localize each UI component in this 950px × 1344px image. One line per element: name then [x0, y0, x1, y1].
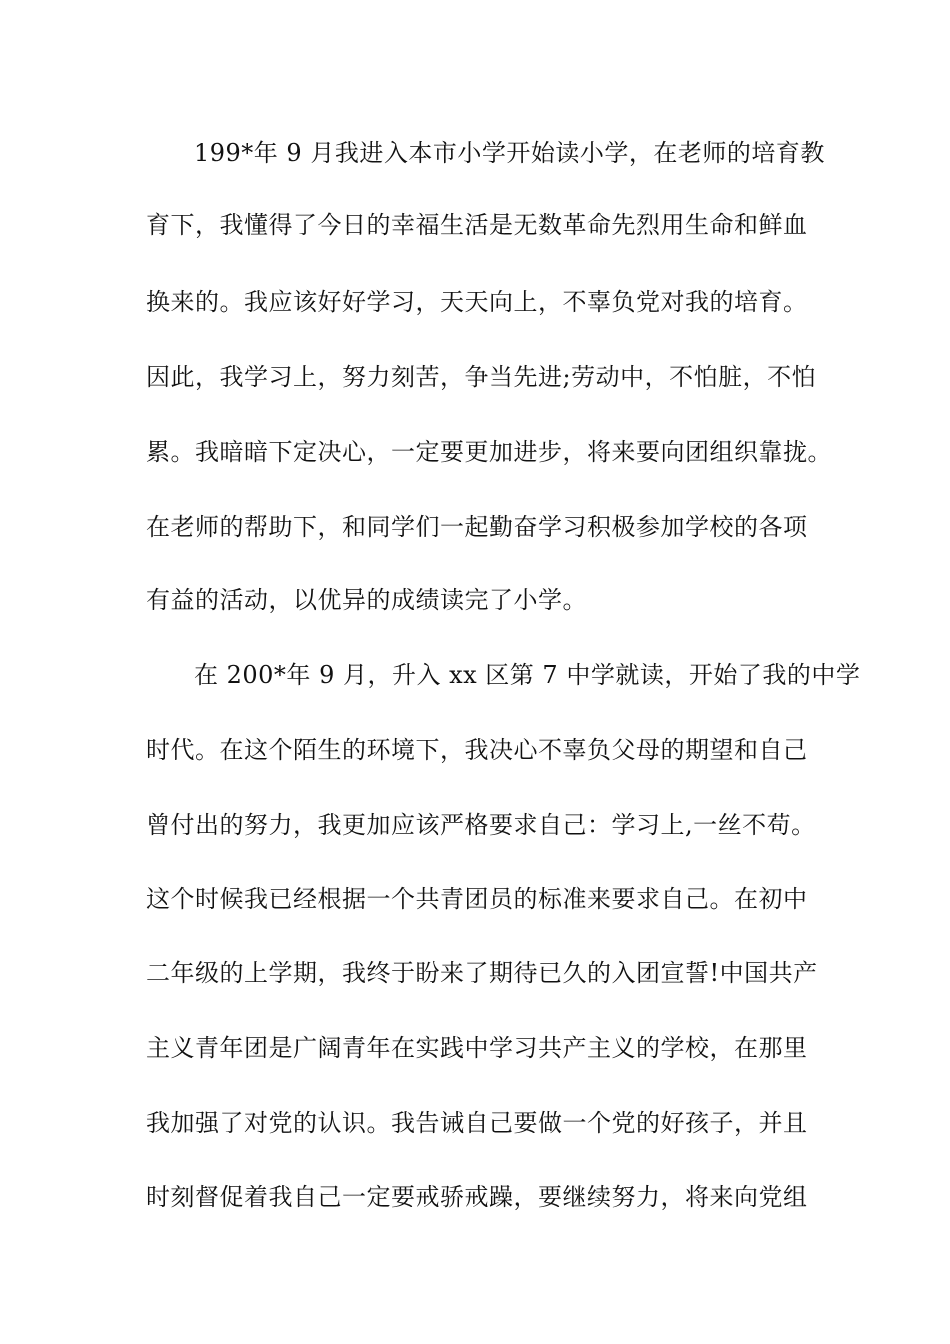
- paragraph-1-line-5: 累。我暗暗下定决心，一定要更加进步，将来要向团组织靠拢。: [146, 438, 832, 466]
- paragraph-2-line-8: 时刻督促着我自己一定要戒骄戒躁，要继续努力，将来向党组: [146, 1183, 808, 1211]
- paragraph-1-line-6: 在老师的帮助下，和同学们一起勤奋学习积极参加学校的各项: [146, 513, 808, 541]
- paragraph-2-line-5: 二年级的上学期，我终于盼来了期待已久的入团宣誓!中国共产: [146, 959, 818, 987]
- paragraph-1-line-2: 育下，我懂得了今日的幸福生活是无数革命先烈用生命和鲜血: [146, 211, 808, 239]
- paragraph-1-line-4: 因此，我学习上，努力刻苦，争当先进;劳动中，不怕脏，不怕: [146, 363, 817, 391]
- paragraph-2-line-7: 我加强了对党的认识。我告诫自己要做一个党的好孩子，并且: [146, 1109, 808, 1137]
- paragraph-2-line-1: 在 200*年 9 月，升入 xx 区第 7 中学就读，开始了我的中学: [194, 661, 861, 689]
- paragraph-1-line-7: 有益的活动，以优异的成绩读完了小学。: [146, 586, 587, 614]
- paragraph-2-line-2: 时代。在这个陌生的环境下，我决心不辜负父母的期望和自己: [146, 736, 808, 764]
- paragraph-1-line-3: 换来的。我应该好好学习，天天向上，不辜负党对我的培育。: [146, 288, 808, 316]
- paragraph-2-line-4: 这个时候我已经根据一个共青团员的标准来要求自己。在初中: [146, 885, 808, 913]
- paragraph-2-line-3: 曾付出的努力，我更加应该严格要求自己：学习上,一丝不苟。: [146, 811, 816, 839]
- paragraph-1-line-1: 199*年 9 月我进入本市小学开始读小学，在老师的培育教: [194, 139, 825, 167]
- paragraph-2-line-6: 主义青年团是广阔青年在实践中学习共产主义的学校，在那里: [146, 1034, 808, 1062]
